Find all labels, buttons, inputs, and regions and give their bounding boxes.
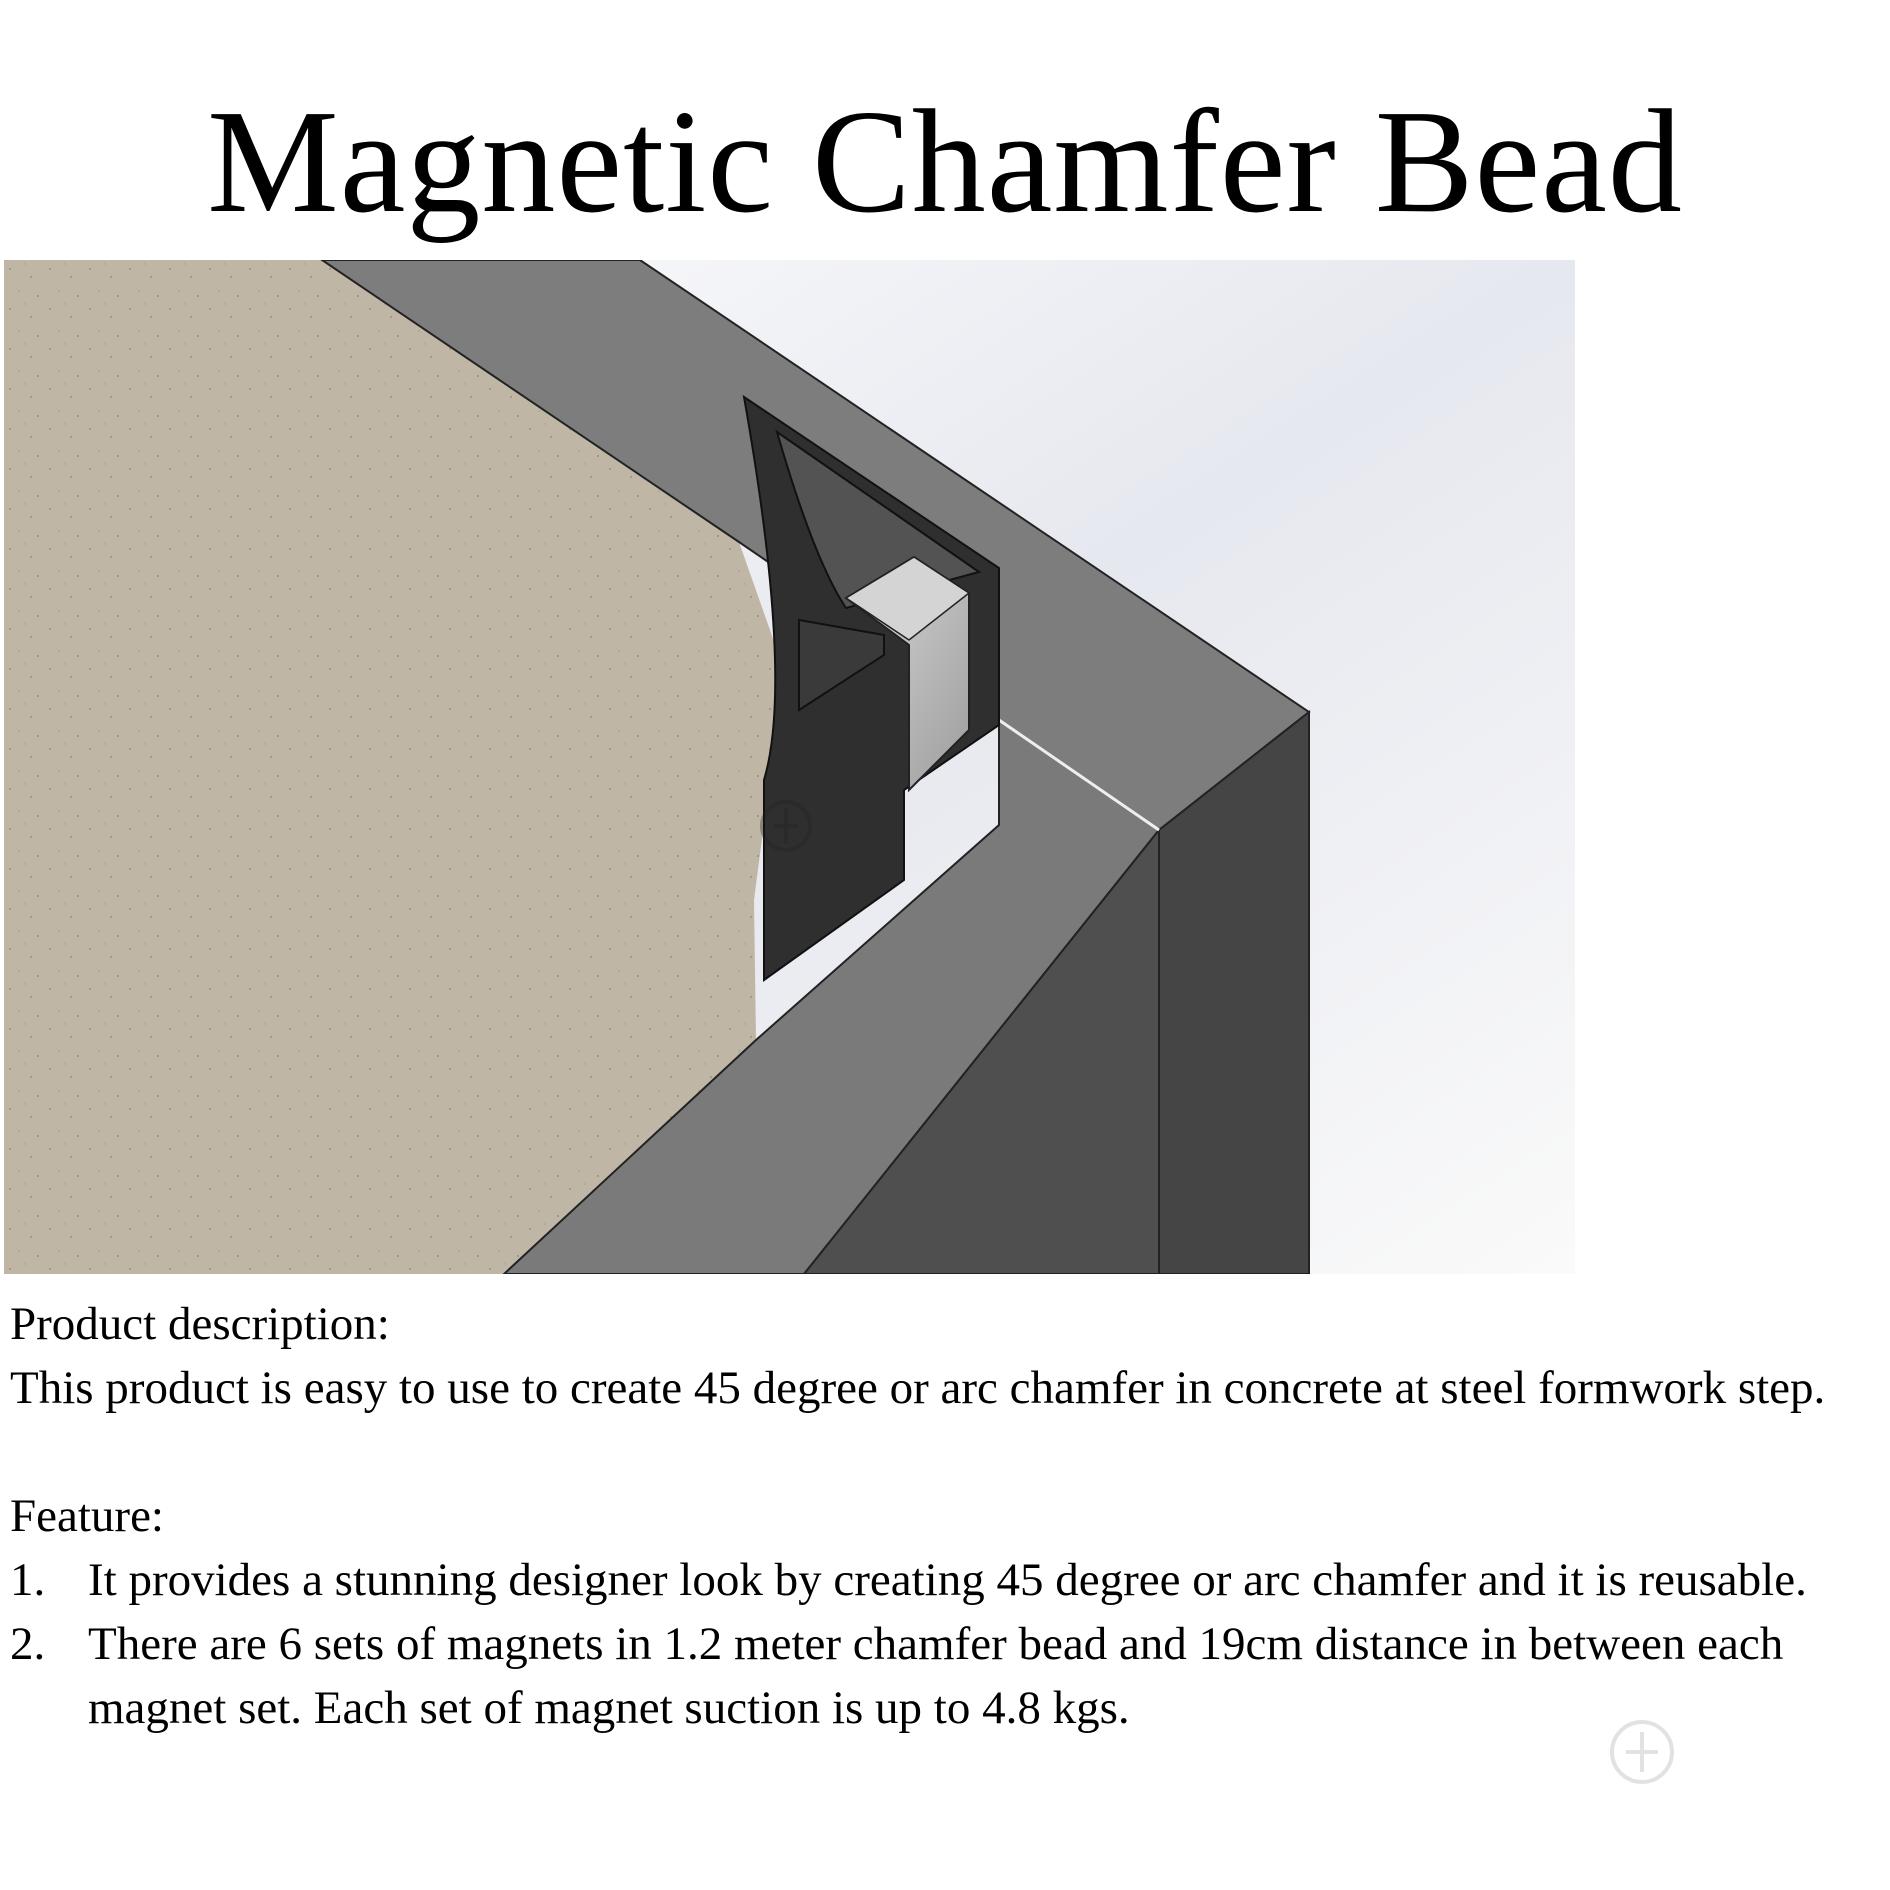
list-item-text: There are 6 sets of magnets in 1.2 meter chamfer bead and 19cm distance in between each magnet set. Each set of magnet suction is up to 4.8 kgs. — [88, 1618, 1784, 1734]
description-text: This product is easy to use to create 45 degree or arc chamfer in concrete at steel formwork step. — [10, 1362, 1826, 1414]
list-item-text: It provides a stunning designer look by creating 45 degree or arc chamfer and it is reusable. — [88, 1554, 1807, 1606]
list-item — [10, 1612, 1870, 1740]
list-item — [10, 1548, 1870, 1612]
feature-list — [10, 1548, 1870, 1740]
description-block — [10, 1292, 1870, 1740]
page-title: Magnetic Chamfer Bead — [207, 80, 1683, 244]
description-heading: Product description: — [10, 1298, 390, 1350]
watermark-icon — [1608, 1718, 1676, 1786]
product-render — [4, 260, 1575, 1274]
spacer — [10, 1420, 1870, 1484]
list-item-number: 1. — [10, 1554, 46, 1606]
list-item-number: 2. — [10, 1618, 46, 1670]
feature-heading: Feature: — [10, 1490, 164, 1542]
